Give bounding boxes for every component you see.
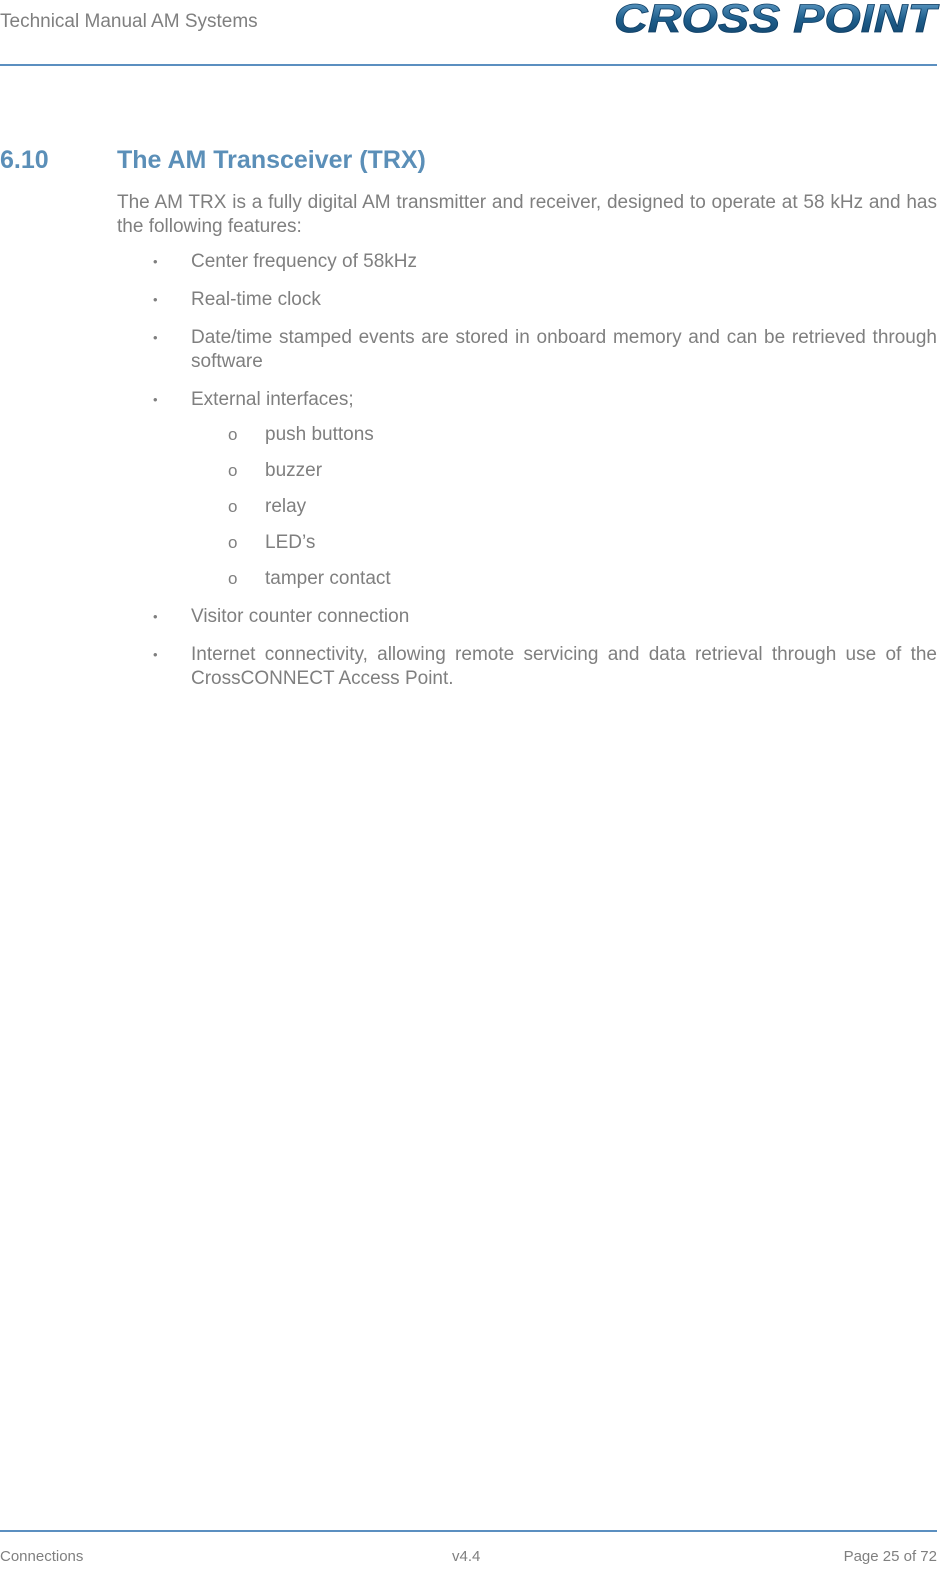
circle-bullet-icon: o: [228, 461, 238, 480]
list-item: [117, 288, 937, 312]
intro-paragraph: The AM TRX is a fully digital AM transmitter and receiver, designed to operate at 58 kHz and has the following features:: [117, 192, 937, 237]
bullet-icon: •: [153, 330, 158, 345]
sub-list-item: [191, 459, 937, 483]
header-rule: [0, 64, 937, 66]
logo-wordmark: CROSS POINT: [614, 0, 940, 40]
sub-list-item-text: push buttons: [265, 424, 374, 445]
circle-bullet-icon: o: [228, 425, 238, 444]
sub-list-item: [191, 531, 937, 555]
list-item: [117, 250, 937, 274]
external-interfaces-list: [191, 423, 937, 591]
list-item-text: Center frequency of 58kHz: [191, 251, 418, 272]
list-item: [117, 643, 937, 690]
list-item: [117, 326, 937, 373]
sub-list-item-text: tamper contact: [265, 568, 391, 589]
list-item-text: Real-time clock: [191, 289, 321, 310]
list-item-text: Date/time stamped events are stored in onboard memory and can be retrieved through software: [191, 327, 937, 372]
list-item: [117, 605, 937, 629]
bullet-icon: •: [153, 647, 158, 662]
feature-list: [117, 250, 937, 705]
footer-chapter: Connections: [0, 1548, 84, 1565]
sub-list-item: [191, 423, 937, 447]
list-item-text: Internet connectivity, allowing remote servicing and data retrieval through use of the CrossCONNECT Access Point.: [191, 644, 937, 689]
circle-bullet-icon: o: [228, 569, 238, 588]
bullet-icon: •: [153, 609, 158, 624]
footer-page-number: Page 25 of 72: [843, 1548, 937, 1565]
sub-list-item-text: relay: [265, 496, 307, 517]
list-item-text: External interfaces;: [191, 388, 354, 410]
sub-list-item: [191, 495, 937, 519]
footer-version: v4.4: [452, 1548, 481, 1565]
sub-list-item-text: buzzer: [265, 460, 323, 481]
circle-bullet-icon: o: [228, 497, 238, 516]
sub-list-item-text: LED’s: [265, 532, 316, 553]
bullet-icon: •: [153, 292, 158, 307]
list-item: [117, 388, 937, 591]
section-number: 6.10: [0, 146, 49, 174]
footer-rule: [0, 1530, 937, 1532]
bullet-icon: •: [153, 391, 158, 407]
circle-bullet-icon: o: [228, 533, 238, 552]
list-item-text: Visitor counter connection: [191, 606, 410, 627]
section-title: The AM Transceiver (TRX): [117, 146, 426, 174]
cross-point-logo: [610, 0, 940, 40]
header-title: Technical Manual AM Systems: [0, 11, 258, 32]
bullet-icon: •: [153, 254, 158, 269]
sub-list-item: [191, 567, 937, 591]
